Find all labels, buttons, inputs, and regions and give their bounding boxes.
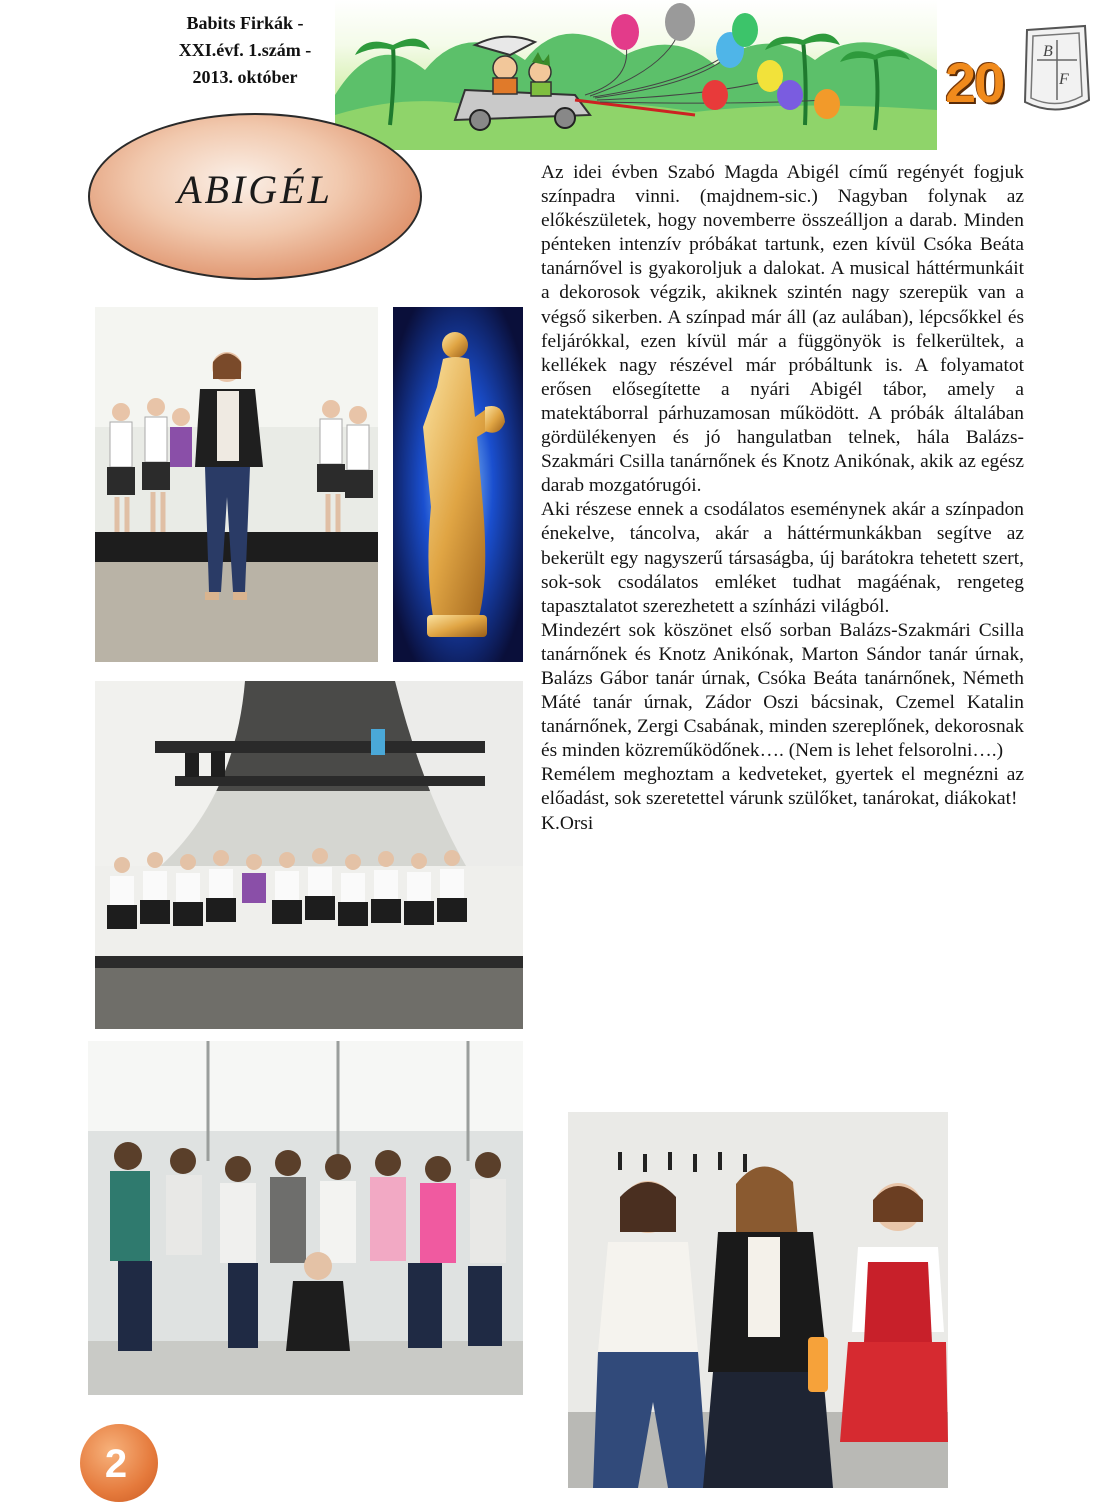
article-body [541,161,1024,836]
svg-text:B: B [1043,43,1053,60]
page-number-badge [80,1424,158,1502]
article-paragraph: Remélem meghoztam a kedveteket, gyertek el megnézni az előadást, sok szeretettel várunk szülőket, tanárokat, diákokat! [541,764,1024,810]
article-signature: K.Orsi [541,812,594,834]
article-title-oval [88,113,422,280]
article-title: ABIGÉL [177,167,333,212]
page-number: 2 [104,1441,128,1486]
photo-golden-statue [393,307,523,662]
photo-group-cluster-rehearsal [88,1041,523,1395]
article-paragraph: Az idei évben Szabó Magda Abigél című regényét fogjuk színpadra vinni. (majdnem-sic.) Nagyban folynak az előkészületek, hogy novemberre összeálljon a darab. Minden pénteken intenzív próbákat tartunk, ezen kívül Csóka Beáta tanárnővel is gyakoroljuk a dalokat. A musical háttérmunkáit a dekorosok végzik, akiknek szintén nagy szerepük van a végső sikerben. A színpad már áll (az aulában), lépcsőkkel és feljárókkal, ezen kívül már a függönyök is felkerültek, a kellékek nagy részével már próbáltunk is. A folyamatot erősen elősegítette a nyári Abigél tábor, amely a matektáborral párhuzamosan működött. A próbák általában gördülékenyen és jó hangulatban telnek, hála Balázs-Szakmári Csilla tanárnőnek és Knotz Anikónak, akik az egész darab mozgatórugói. [541,162,1024,497]
anniversary-number: 20 [945,51,1004,114]
photo-group-stage-rehearsal [95,681,523,1029]
photo-three-girls [568,1112,948,1488]
masthead-line-3: 2013. október [192,67,298,87]
article-paragraph: Mindezért sok köszönet első sorban Balázs-Szakmári Csilla tanárnőnek és Knotz Anikónak, Marton Sándor tanár úrnak, Balázs Gábor tanár úrnak, Csóka Beáta tanárnőnek, Németh Máté tanár úrnak, Zádor Oszi bácsinak, Czemel Katalin tanárnőnek, Zergi Csabának, minden szereplőnek, dekorosnak és minden közreműködőnek…. (Nem is lehet felsorolni….) [541,619,1024,762]
masthead-line-2: XXI.évf. 1.szám - [178,40,312,60]
svg-text:F: F [1059,71,1069,88]
header-banner-illustration [335,0,937,150]
masthead-line-1: Babits Firkák - [186,13,304,33]
masthead [150,10,340,91]
photo-rehearsal-singer [95,307,378,662]
article-paragraph: Aki részese ennek a csodálatos eseménynek akár a színpadon énekelve, táncolva, akár a háttérmunkákban segítve az bekerült egy nagyszerű társaságba, új barátokra tehetett szert, sok-sok csodálatos emléket tudhat magáénak, rengeteg tapasztalatot szerezhetett a színházi világból. [541,499,1024,617]
school-seal-logo [1017,20,1095,120]
anniversary-badge [945,20,1095,130]
